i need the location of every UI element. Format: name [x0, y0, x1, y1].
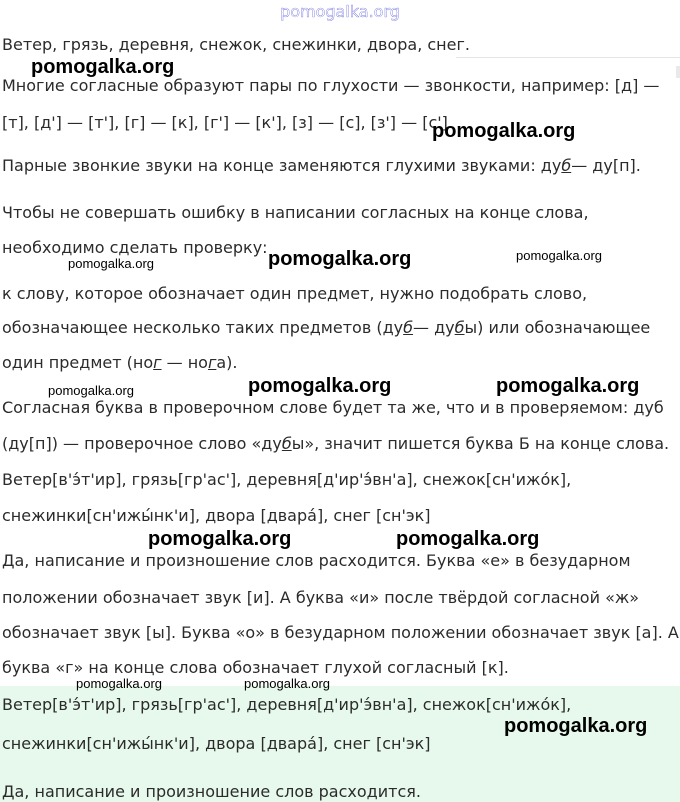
text-span: — ду[п].: [571, 156, 641, 175]
text-line: Да, написание и произношение слов расходится.: [2, 782, 421, 801]
underlined-letter: б: [561, 156, 572, 175]
text-span: ы) или обозначающее: [464, 318, 651, 337]
text-line: Ветер, грязь, деревня, снежок, снежинки, двора, снег.: [2, 35, 470, 54]
top-watermark: pomogalka.org: [280, 2, 400, 21]
text-line: Да, написание и произношение слов расходится. Буква «е» в безударном: [2, 551, 631, 570]
watermark: pomogalka.org: [68, 256, 154, 271]
text-span: — ду: [413, 318, 455, 337]
watermark: pomogalka.org: [396, 528, 540, 550]
watermark: pomogalka.org: [432, 120, 576, 142]
text-span: (ду[п]) — проверочное слово «ду: [2, 434, 282, 453]
text-line: снежинки[сн'ижы́нк'и], двора [двара́], снег [сн'эк]: [2, 734, 431, 753]
watermark: pomogalka.org: [248, 375, 392, 397]
text-line: необходимо сделать проверку:: [2, 238, 268, 257]
underlined-letter: г: [207, 353, 217, 372]
text-line: обозначает звук [ы]. Буква «о» в безударном положении обозначает звук [а]. А: [2, 623, 679, 642]
text-line: [2, 156, 641, 176]
text-line: [2, 353, 238, 373]
text-line: Согласная буква в проверочном слове будет та же, что и в проверяемом: дуб: [2, 398, 664, 417]
watermark: pomogalka.org: [31, 56, 175, 78]
underlined-letter: б: [403, 318, 413, 337]
text-span: Парные звонкие звуки на конце заменяются глухими звуками: ду: [2, 156, 562, 175]
watermark: pomogalka.org: [48, 383, 134, 398]
watermark: pomogalka.org: [496, 375, 640, 397]
text-line: Ветер[в'э́т'ир], грязь[гр'ас'], деревня[д'ир'э́вн'а], снежок[сн'ижо́к],: [2, 470, 572, 489]
text-line: [2, 434, 669, 454]
text-line: буква «г» на конце слова обозначает глухой согласный [к].: [2, 658, 509, 677]
text-line: к слову, которое обозначает один предмет, нужно подобрать слово,: [2, 284, 588, 303]
watermark: pomogalka.org: [504, 715, 648, 737]
text-span: ы», значит пишется буква Б на конце слова.: [291, 434, 670, 453]
underlined-letter: г: [153, 353, 162, 372]
watermark: pomogalka.org: [76, 676, 162, 691]
text-span: один предмет (но: [2, 353, 154, 372]
text-line: снежинки[сн'ижы́нк'и], двора [двара́], снег [сн'эк]: [2, 506, 431, 525]
text-span: а).: [216, 353, 238, 372]
watermark: pomogalka.org: [268, 248, 412, 270]
watermark: pomogalka.org: [148, 528, 292, 550]
text-line: положении обозначает звук [и]. А буква «и» после твёрдой согласной «ж»: [2, 588, 640, 607]
watermark: pomogalka.org: [244, 676, 330, 691]
divider: [456, 57, 680, 58]
watermark: pomogalka.org: [516, 248, 602, 263]
text-span: — но: [161, 353, 208, 372]
text-line: Многие согласные образуют пары по глухости — звонкости, например: [д] —: [2, 76, 660, 95]
text-span: обозначающее несколько таких предметов (ду: [2, 318, 404, 337]
underlined-letter: б: [454, 318, 465, 337]
text-line: Ветер[в'э́т'ир], грязь[гр'ас'], деревня[д'ир'э́вн'а], снежок[сн'ижо́к],: [2, 695, 572, 714]
scroll-edge: [676, 66, 680, 78]
text-line: [2, 318, 650, 338]
text-line: Чтобы не совершать ошибку в написании согласных на конце слова,: [2, 203, 589, 222]
text-line: [т], [д'] — [т'], [г] — [к], [г'] — [к'], [з] — [с], [з'] — [с'].: [2, 113, 453, 132]
underlined-letter: б: [281, 434, 292, 453]
